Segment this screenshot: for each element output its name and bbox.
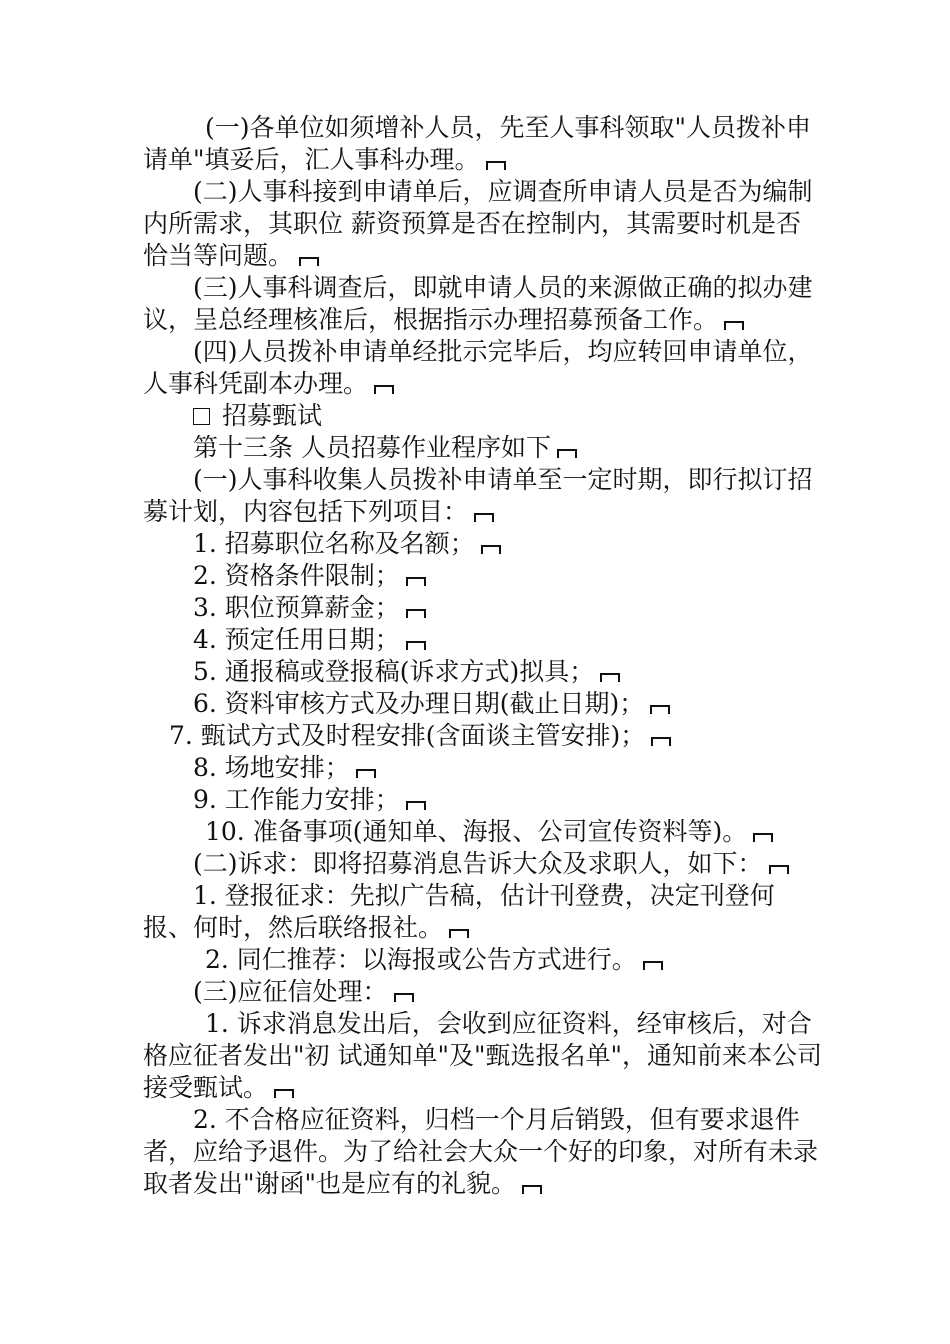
- list-item: 2. 同仁推荐：以海报或公告方式进行。: [143, 944, 823, 976]
- paragraph-mark-icon: [406, 801, 426, 810]
- paragraph-mark-icon: [557, 449, 577, 458]
- article-heading: 第十三条 人员招募作业程序如下: [143, 432, 823, 464]
- paragraph: (三)人事科调查后，即就申请人员的来源做正确的拟办建议，呈总经理核准后，根据指示办理招募预备工作。: [143, 273, 813, 334]
- paragraph: (二)人事科接到申请单后，应调查所申请人员是否为编制内所需求，其职位 薪资预算是否在控制内，其需要时机是否恰当等问题。: [143, 177, 813, 270]
- list-item: 4. 预定任用日期；: [143, 624, 823, 656]
- paragraph: (一)人事科收集人员拨补申请单至一定时期，即行拟订招募计划，内容包括下列项目：: [143, 465, 813, 526]
- paragraph-mark-icon: [600, 673, 620, 682]
- paragraph-mark-icon: [481, 545, 501, 554]
- document-body: [143, 112, 823, 1200]
- paragraph-mark-icon: [406, 609, 426, 618]
- list-item: 9. 工作能力安排；: [143, 784, 823, 816]
- paragraph-mark-icon: [753, 833, 773, 842]
- paragraph-mark-icon: [651, 737, 671, 746]
- paragraph-mark-icon: [406, 641, 426, 650]
- checkbox-icon: [193, 408, 210, 425]
- list-item: 5. 通报稿或登报稿(诉求方式)拟具；: [143, 656, 823, 688]
- paragraph-mark-icon: [374, 385, 394, 394]
- paragraph-mark-icon: [769, 865, 789, 874]
- list-item: 2. 不合格应征资料，归档一个月后销毁，但有要求退件者，应给予退件。为了给社会大众一个好的印象，对所有未录取者发出"谢函"也是应有的礼貌。: [143, 1105, 819, 1198]
- list-item: 1. 招募职位名称及名额；: [143, 528, 823, 560]
- paragraph-mark-icon: [724, 321, 744, 330]
- paragraph-mark-icon: [449, 929, 469, 938]
- paragraph-mark-icon: [474, 513, 494, 522]
- paragraph-mark-icon: [522, 1185, 542, 1194]
- list-item: 7. 甄试方式及时程安排(含面谈主管安排)；: [143, 720, 823, 752]
- list-item: 1. 登报征求：先拟广告稿，估计刊登费，决定刊登何报、何时，然后联络报社。: [143, 881, 775, 942]
- list-item: 6. 资料审核方式及办理日期(截止日期)；: [143, 688, 823, 720]
- paragraph: (三)应征信处理：: [143, 976, 823, 1008]
- paragraph: (一)各单位如须增补人员，先至人事科领取"人员拨补申请单"填妥后，汇人事科办理。: [143, 113, 812, 174]
- list-item: 8. 场地安排；: [143, 752, 823, 784]
- paragraph-mark-icon: [274, 1089, 294, 1098]
- paragraph-mark-icon: [486, 161, 506, 170]
- list-item: 3. 职位预算薪金；: [143, 592, 823, 624]
- paragraph: (四)人员拨补申请单经批示完毕后，均应转回申请单位，人事科凭副本办理。: [143, 337, 813, 398]
- paragraph-mark-icon: [394, 993, 414, 1002]
- paragraph: (二)诉求：即将招募消息告诉大众及求职人，如下：: [143, 848, 823, 880]
- paragraph-mark-icon: [299, 257, 319, 266]
- paragraph-mark-icon: [356, 769, 376, 778]
- list-item: 10. 准备事项(通知单、海报、公司宣传资料等)。: [143, 816, 823, 848]
- paragraph-mark-icon: [643, 961, 663, 970]
- list-item: 2. 资格条件限制；: [143, 560, 823, 592]
- list-item: 1. 诉求消息发出后，会收到应征资料，经审核后，对合格应征者发出"初 试通知单"及"甄选报名单"，通知前来本公司接受甄试。: [143, 1009, 822, 1102]
- paragraph-mark-icon: [406, 577, 426, 586]
- section-heading: 招募甄试: [143, 400, 823, 432]
- paragraph-mark-icon: [650, 705, 670, 714]
